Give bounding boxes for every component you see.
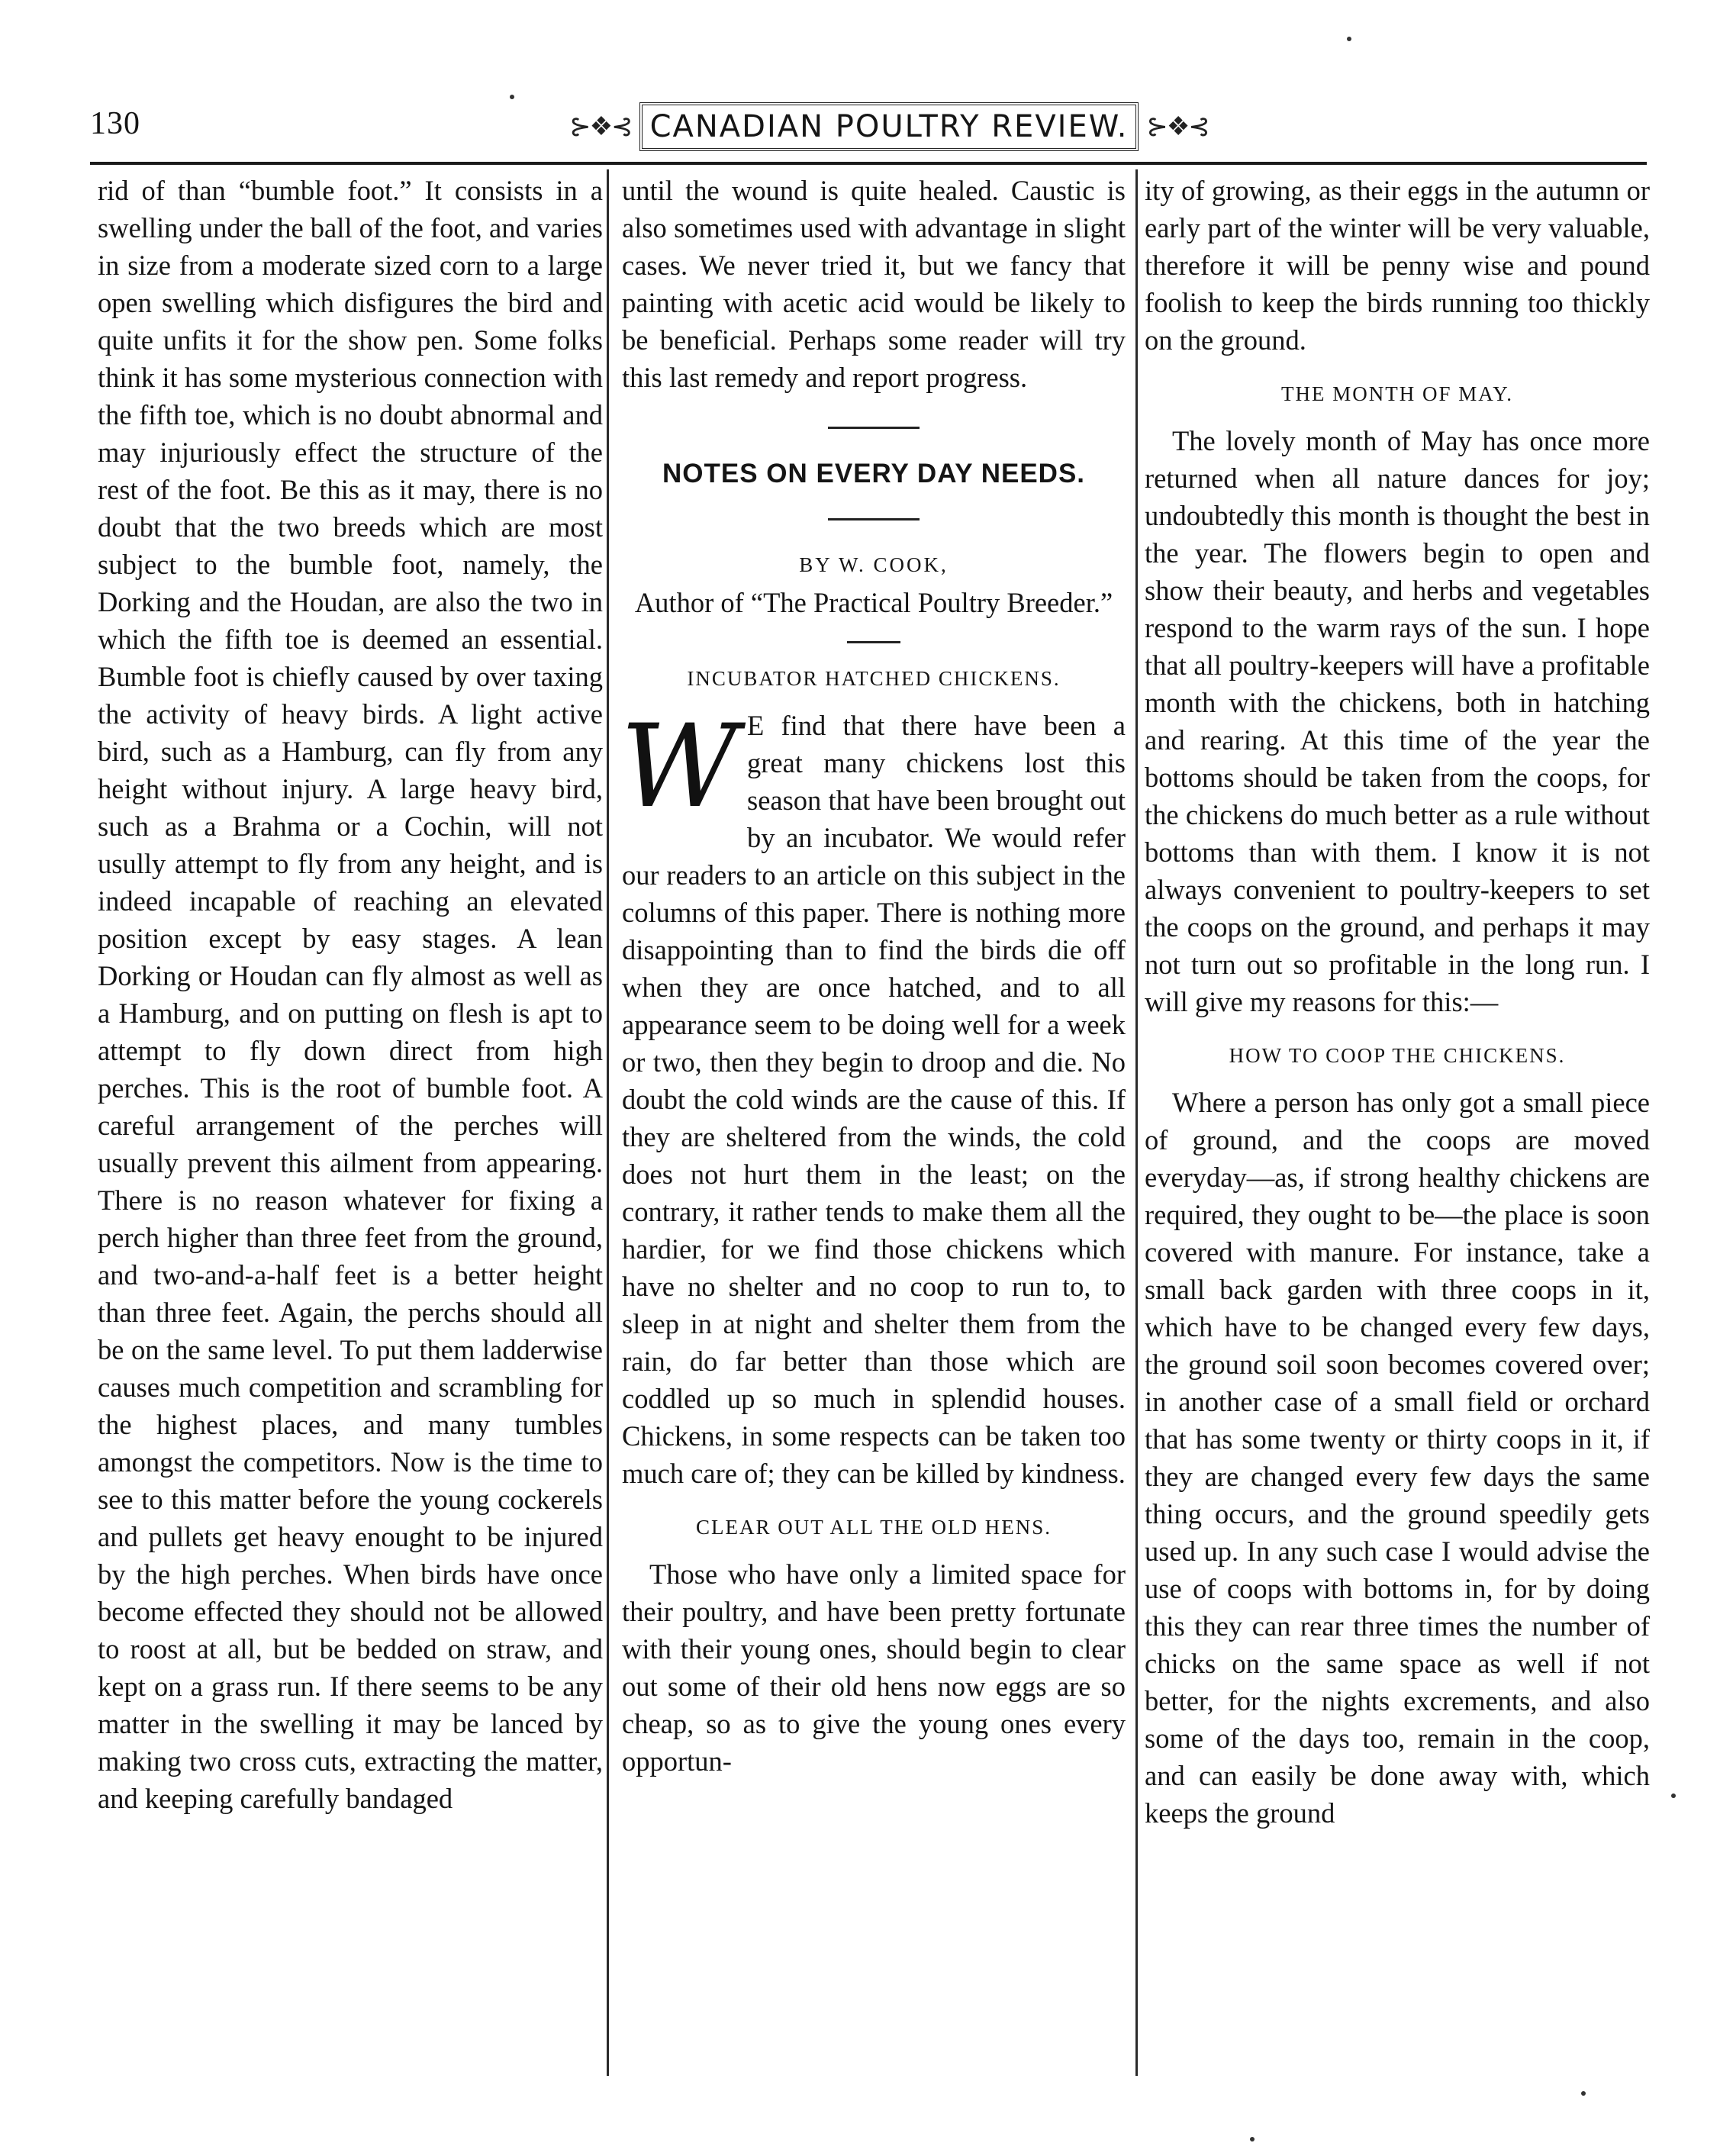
column-1	[98, 172, 603, 1817]
column-3	[1145, 172, 1650, 1832]
section-paragraph: Where a person has only got a small piece of ground, and the coops are moved everyday—as, if strong healthy chickens are required, they ought to be—the place is soon covered with manure. For instance, take a small back garden with three coops in it, which have to be changed every few days, the ground soil soon becomes covered over; in another case of a small field or orchard that has some twenty or thirty coops in it, if they are changed every few days the same thing occurs, and the ground speedily gets used up. In any such case I would advise the use of coops with bottoms in, for by doing this they can rear three times the number of chicks on the same space as well if not better, for the nights excrements, and also some of the days too, remain in the coop, and can easily be done away with, which keeps the ground	[1145, 1087, 1650, 1829]
column-divider-left	[607, 169, 609, 2076]
header-rule	[90, 162, 1647, 165]
masthead-title: CANADIAN POULTRY REVIEW.	[639, 102, 1139, 151]
print-speck	[1250, 2137, 1255, 2141]
section-paragraph: E find that there have been a great many chickens lost this season that have been brought out by an incubator. We would refer our readers to an article on this subject in the columns of this paper. There is nothing more disappointing than to find the birds die off when they are once hatched, and to all appearance seem to be doing well for a week or two, then they begin to droop and die. No doubt the cold winds are the cause of this. If they are sheltered from the winds, the cold does not hurt them in the least; on the contrary, it rather tends to make them all the hardier, for we find those chickens which have no shelter and no coop to run to, to sleep in at night and shelter them from the rain, do far better than those which are coddled up so much in splendid houses. Chickens, in some respects can be taken too much care of; they can be killed by kindness.	[622, 710, 1126, 1489]
col2-continued-paragraph: until the wound is quite healed. Caustic is also sometimes used with advantage in slight cases. We never tried it, but we fancy that painting with acetic acid would be likely to be beneficial. Perhaps some reader will try this last remedy and report progress.	[622, 175, 1126, 393]
divider-rule	[828, 427, 920, 429]
byline: BY W. COOK,	[799, 553, 949, 576]
masthead	[569, 99, 1209, 154]
col3-continued-paragraph: ity of growing, as their eggs in the autumn or early part of the winter will be very valuable, therefore it will be penny wise and pound foolish to keep the birds running too thickly on the ground.	[1145, 175, 1650, 356]
article-title: NOTES ON EVERY DAY NEEDS.	[662, 459, 1086, 488]
divider-rule	[847, 641, 900, 643]
section-paragraph: Those who have only a limited space for their poultry, and have been pretty fortunate with their young ones, should begin to clear out some of their old hens now eggs are so cheap, so as to give the young ones every opportun-	[622, 1558, 1126, 1777]
author-credit: Author of “The Practical Poultry Breeder.”	[634, 587, 1113, 618]
section-heading: INCUBATOR HATCHED CHICKENS.	[687, 667, 1061, 690]
print-speck	[1671, 1793, 1676, 1798]
section-body	[620, 701, 1126, 1492]
section-heading: CLEAR OUT ALL THE OLD HENS.	[696, 1516, 1052, 1539]
print-speck	[510, 95, 514, 99]
section-heading: HOW TO COOP THE CHICKENS.	[1229, 1044, 1566, 1067]
print-speck	[1347, 37, 1351, 41]
section-paragraph: The lovely month of May has once more returned when all nature dances for joy; undoubtedly this month is thought the best in the year. The flowers begin to open and show their beauty, and herbs and vegetables respond to the warm rays of the sun. I hope that all poultry-keepers will have a profitable month with the chickens, both in hatching and rearing. At this time of the year the bottoms should be taken from the coops, for the chickens do much better as a rule without bottoms than with them. I know it is not always convenient to poultry-keepers to set the coops on the ground, and perhaps it may not turn out so profitable in the long run. I will give my reasons for this:—	[1145, 425, 1650, 1017]
print-speck	[1581, 2091, 1586, 2096]
divider-rule	[828, 518, 920, 520]
dropcap: W	[620, 701, 739, 833]
section-heading: THE MONTH OF MAY.	[1280, 382, 1514, 405]
column-divider-right	[1135, 169, 1138, 2076]
page-number: 130	[90, 106, 140, 141]
col1-paragraph: rid of than “bumble foot.” It consists in a swelling under the ball of the foot, and varies in size from a moderate sized corn to a large open swelling which disfigures the bird and quite unfits it for the show pen. Some folks think it has some mysterious connection with the fifth toe, which is no doubt abnormal and may injuriously effect the structure of the rest of the foot. Be this as it may, there is no doubt that the two breeds which are most subject to the bumble foot, namely, the Dorking and the Houdan, are also the two in which the fifth toe is deemed an essential. Bumble foot is chiefly caused by over taxing the activity of heavy birds. A light active bird, such as a Hamburg, can fly from any height without injury. A large heavy bird, such as a Brahma or a Cochin, will not usully attempt to fly from any height, and is indeed incapable of reaching an elevated position except by easy stages. A lean Dorking or Houdan can fly almost as well as a Hamburg, and on putting on flesh is apt to attempt to fly down direct from high perches. This is the root of bumble foot. A careful arrangement of the perches will usually prevent this ailment from appearing. There is no reason whatever for fixing a perch higher than three feet from the ground, and two-and-a-half feet is a better height than three feet. Again, the perchs should all be on the same level. To put them ladderwise causes much competition and scrambling for the highest places, and many tumbles amongst the competitors. Now is the time to see to this matter before the young cockerels and pullets get heavy enought to be injured by the high perches. When birds have once become effected they should not be allowed to roost at all, but be bedded on straw, and kept on a grass run. If there seems to be any matter in the swelling it may be lanced by making two cross cuts, extracting the matter, and keeping carefully bandaged	[98, 175, 603, 1814]
masthead-left-ornament: ⊱❖⊰	[569, 113, 632, 141]
column-2	[622, 172, 1126, 1780]
masthead-right-ornament: ⊱❖⊰	[1146, 113, 1209, 141]
